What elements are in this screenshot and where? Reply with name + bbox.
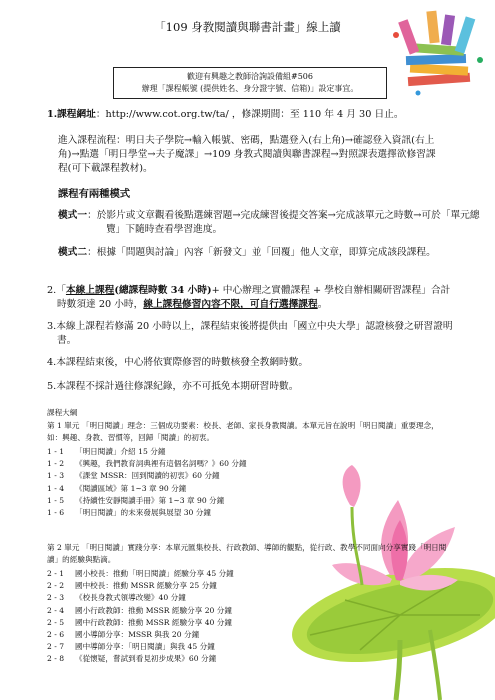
item-4: 4.本課程結束後，中心將依實際修習的時數核發全教網時數。 [47,357,309,368]
modes-heading: 課程有兩種模式 [58,188,131,200]
mode-1-label: 模式一 [58,210,88,221]
notice-line-1: 歡迎有興趣之教師洽詢設備組#506 [187,72,313,81]
page-title: 「109 身教閱讀與聯書計畫」線上讀 [154,20,341,34]
item-1-label: 1.課程網址 [47,109,96,120]
list-item: 2 - 2 國中校長：推動 MSSR 經驗分享 25 分鐘 [47,581,217,591]
unit-1-list [47,446,247,519]
item-2-total-hours: (總課程時數 34 小時) [114,285,212,296]
list-item: 2 - 8 《從懷疑，嘗試到看見初步成果》60 分鐘 [47,654,217,664]
item-1 [47,108,404,122]
outline-heading: 課程大綱 [47,408,78,417]
item-5: 5.本課程不採計過往修課紀錄，亦不可抵免本期研習時數。 [47,381,299,392]
notice-line-2: 辦理「課程帳號 (提供姓名、身分證字號、信箱)」設定事宜。 [141,84,359,93]
list-item: 2 - 1 國小校長：推動「明日閱讀」經驗分享 45 分鐘 [47,569,234,578]
list-item: 1 - 2 《興趣，我們教育詞典裡有這個名詞嗎？》60 分鐘 [47,459,247,469]
list-item: 1 - 4 《閱讀區域》第 1~3 章 90 分鐘 [47,483,187,493]
notice-box [113,67,387,99]
list-item: 1 - 1 「明日閱讀」介紹 15 分鐘 [47,447,166,456]
list-item: 1 - 3 《課堂 MSSR：回到閱讀的初衷》60 分鐘 [47,471,220,481]
mode-2-text: ：根據「問題與討論」內容「新發文」並「回覆」他人文章，即算完成該段課程。 [87,247,436,258]
list-item: 1 - 5 《持續性安靜閱讀手冊》第 1~3 章 90 分鐘 [47,495,225,505]
list-item: 2 - 6 國小導師分享：MSSR 與我 20 分鐘 [47,630,200,640]
mode-1-text: ：於影片或文章觀看後點選練習題→完成練習後提交答案→完成該單元之時數→可於「單元總覽」下隨時查看學習進度。 [87,210,480,235]
mode-2-label: 模式二 [58,247,88,258]
unit-1-intro: 第 1 單元 「明日閱讀」理念：三個成功要素：校長、老師、家長身教閱讀。本單元旨在說明「明日閱讀」重要理念，如：興趣、身教、習慣等，回歸「閱讀」的初衷。 [47,421,439,442]
item-1-text: ：http://www.cot.org.tw/ta/ ，修課期間：至 110 年 4 月 30 日止。 [95,109,404,120]
mode-2 [58,246,489,260]
item-2-free-choice: 線上課程修習內容不限，可自行選擇課程 [143,299,318,310]
unit-2-intro: 第 2 單元 「明日閱讀」實踐分享：本單元匯集校長、行政教師、導師的觀點，從行政、教學不同面向分享實踐「明日閱讀」的經驗與點滴。 [47,543,447,564]
list-item: 1 - 6 「明日閱讀」的未來發展與展望 30 分鐘 [47,508,211,518]
item-2-online-course: 本線上課程 [65,285,115,296]
item-2-mid: + 中心辦理之實體課程 + 學校自辦相關研習課程」合計時數須達 20 小時， [57,285,451,310]
list-item: 2 - 7 國中導師分享：「明日閱讀」與我 45 分鐘 [47,642,215,652]
enter-process: 進入課程流程：明日夫子學院→輸入帳號、密碼，點選登入(右上角)→確認登入資訊(右上角)→點選「明日學堂→夫子魔課」→109 身教式閱讀與聯書課程→對照課表選擇欲修習課程(可下載課程教材)。 [58,135,436,174]
mode-1 [58,209,489,237]
list-item: 2 - 4 國小行政教師：推動 MSSR 經驗分享 20 分鐘 [47,605,232,615]
lotus-illustration [250,465,495,700]
item-2-end: 。 [317,299,328,310]
list-item: 2 - 3 《校長身教式領導改變》40 分鐘 [47,593,186,603]
list-item: 2 - 5 國中行政教師：推動 MSSR 經驗分享 40 分鐘 [47,617,232,627]
item-3: 3.本線上課程若修滿 20 小時以上，課程結束後將提供由「國立中央大學」認證核發之研習證明書。 [47,321,453,346]
item-2 [47,284,455,312]
item-2-prefix: 2.「 [47,285,66,296]
unit-2-list [47,568,234,666]
